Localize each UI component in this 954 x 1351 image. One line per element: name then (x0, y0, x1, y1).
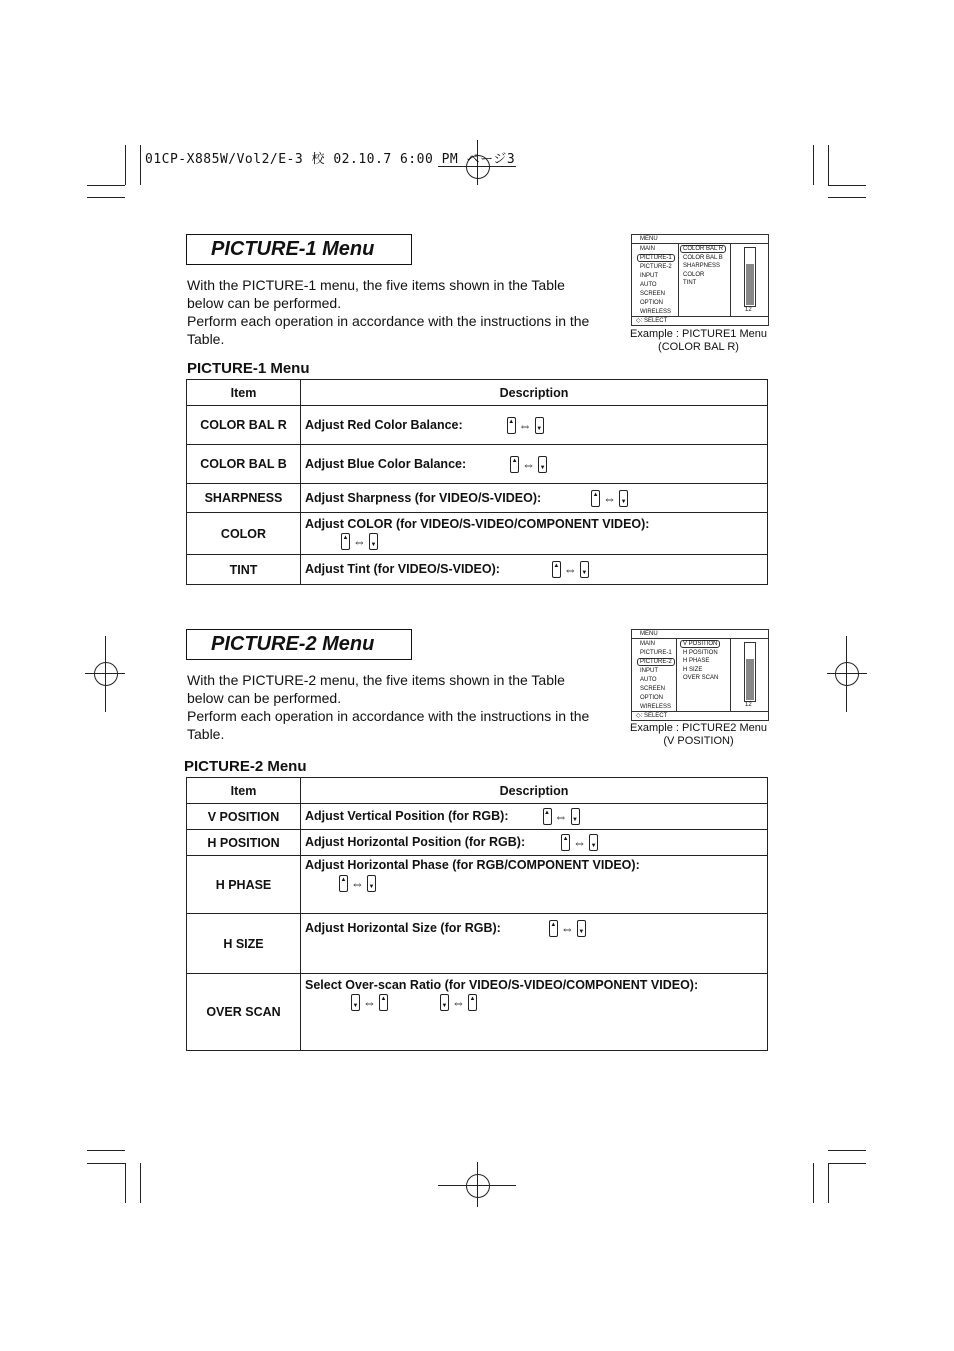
up-key-icon: ▲ (552, 561, 561, 578)
row-desc-text: Adjust Horizontal Phase (for RGB/COMPONENT VIDEO): (305, 858, 640, 872)
level-value: 12 (745, 307, 752, 313)
intro-line: below can be performed. (187, 295, 342, 311)
double-arrow-icon: ⇔ (351, 876, 364, 891)
screen-sub-item: TINT (683, 280, 697, 286)
picture2-title: PICTURE-2 Menu (186, 629, 412, 660)
row-item: COLOR BAL B (187, 445, 301, 484)
up-key-icon: ▲ (339, 875, 348, 892)
crop-mark (828, 197, 866, 198)
down-key-icon: ▼ (535, 417, 544, 434)
key-pair (351, 994, 388, 1011)
table-row (187, 484, 768, 513)
table-row (187, 830, 768, 856)
crop-mark (140, 145, 141, 185)
picture2-caption (626, 722, 771, 748)
table-header-row (187, 778, 768, 804)
up-key-icon: ▲ (510, 456, 519, 473)
down-key-icon: ▼ (351, 994, 360, 1011)
down-key-icon: ▼ (440, 994, 449, 1011)
crop-mark (87, 1163, 125, 1164)
screen-menu-item: PICTURE-2 (640, 264, 672, 270)
screen-footer-label: : SELECT (640, 318, 668, 324)
screen-menu-list (640, 245, 675, 317)
row-item: SHARPNESS (187, 484, 301, 513)
row-item: OVER SCAN (187, 974, 301, 1051)
picture2-table (186, 777, 768, 1051)
double-arrow-icon: ⇔ (522, 456, 536, 472)
down-key-icon: ▼ (369, 533, 378, 550)
row-desc-text: Adjust Red Color Balance: (305, 417, 463, 432)
caption-line: (COLOR BAL R) (658, 341, 739, 353)
down-key-icon: ▼ (367, 875, 376, 892)
screen-menu-item: WIRELESS (640, 309, 672, 315)
key-pair (440, 994, 477, 1011)
up-key-icon: ▲ (379, 994, 388, 1011)
key-pair (591, 490, 628, 507)
screen-divider (676, 638, 677, 712)
row-item: H PHASE (187, 856, 301, 914)
key-pair (341, 533, 378, 550)
screen-footer-label: : SELECT (640, 713, 668, 719)
col-item-header: Item (187, 380, 301, 406)
row-item: COLOR (187, 513, 301, 555)
key-pair (507, 417, 544, 434)
registration-mark (835, 662, 859, 686)
up-key-icon: ▲ (591, 490, 600, 507)
picture2-screen-example (631, 629, 769, 721)
key-pair (510, 456, 547, 473)
table-row (187, 974, 768, 1051)
key-pair (543, 808, 580, 825)
picture1-screen-example (631, 234, 769, 326)
row-item: COLOR BAL R (187, 406, 301, 445)
intro-line: With the PICTURE-1 menu, the five items shown in the Table (187, 277, 565, 293)
down-key-icon: ▼ (589, 834, 598, 851)
registration-mark-line (827, 673, 867, 674)
select-icon: ◇ (636, 318, 641, 324)
row-desc (301, 830, 768, 856)
table-row (187, 856, 768, 914)
row-item: H POSITION (187, 830, 301, 856)
picture2-intro (187, 671, 607, 743)
row-desc-text: Adjust Horizontal Size (for RGB): (305, 920, 501, 935)
col-desc-header: Description (301, 778, 768, 804)
registration-mark-line (105, 636, 106, 712)
crop-mark (140, 1163, 141, 1203)
crop-mark (828, 1163, 866, 1164)
screen-sub-item-selected: V POSITION (680, 640, 720, 648)
level-value: 12 (745, 702, 752, 708)
screen-sub-list (683, 640, 720, 683)
table-row (187, 513, 768, 555)
screen-divider (678, 243, 679, 317)
row-desc (301, 484, 768, 513)
crop-mark (828, 185, 866, 186)
double-arrow-icon: ⇔ (560, 921, 574, 936)
screen-footer (632, 316, 768, 325)
picture1-table (186, 379, 768, 585)
caption-line: Example : PICTURE2 Menu (630, 722, 767, 734)
row-desc (301, 555, 768, 585)
table-row (187, 555, 768, 585)
level-bar (744, 642, 756, 702)
down-key-icon: ▼ (538, 456, 547, 473)
key-pair (339, 875, 376, 892)
double-arrow-icon: ⇔ (603, 490, 617, 506)
key-pair (561, 834, 598, 851)
crop-mark (813, 1163, 814, 1203)
row-desc-text: Adjust COLOR (for VIDEO/S-VIDEO/COMPONENT VIDEO): (305, 517, 650, 531)
picture1-caption (626, 328, 771, 354)
screen-sub-list (683, 245, 726, 288)
row-item: V POSITION (187, 804, 301, 830)
screen-menu-item: INPUT (640, 273, 658, 279)
row-desc-text: Adjust Blue Color Balance: (305, 456, 467, 471)
caption-line: Example : PICTURE1 Menu (630, 328, 767, 340)
intro-line: below can be performed. (187, 690, 342, 706)
row-desc (301, 406, 768, 445)
screen-menu-item: WIRELESS (640, 704, 672, 710)
col-desc-header: Description (301, 380, 768, 406)
select-icon: ◇ (636, 713, 641, 719)
crop-mark (125, 145, 126, 185)
screen-menu-item: MAIN (640, 641, 655, 647)
crop-mark (87, 185, 125, 186)
level-bar-fill (746, 659, 754, 700)
double-arrow-icon: ⇔ (363, 995, 376, 1010)
row-desc-text: Adjust Tint (for VIDEO/S-VIDEO): (305, 561, 500, 576)
picture1-title: PICTURE-1 Menu (186, 234, 412, 265)
row-desc-text: Adjust Sharpness (for VIDEO/S-VIDEO): (305, 490, 542, 505)
row-desc (301, 513, 768, 555)
crop-mark (828, 1150, 866, 1151)
picture2-table-title: PICTURE-2 Menu (184, 758, 307, 775)
table-row (187, 445, 768, 484)
crop-mark (87, 1150, 125, 1151)
registration-mark (466, 1174, 490, 1198)
screen-sub-item: SHARPNESS (683, 263, 721, 269)
row-item: TINT (187, 555, 301, 585)
intro-line: Perform each operation in accordance with the instructions in the (187, 313, 590, 329)
double-arrow-icon: ⇔ (563, 562, 577, 577)
down-key-icon: ▼ (577, 920, 586, 937)
screen-menu-item: OPTION (640, 695, 664, 701)
screen-menu-list (640, 640, 675, 712)
screen-menu-item-selected: PICTURE-2 (637, 658, 675, 666)
up-key-icon: ▲ (543, 808, 552, 825)
crop-mark (125, 1163, 126, 1203)
screen-sub-item-selected: COLOR BAL R (680, 245, 726, 253)
intro-line: Table. (187, 331, 225, 347)
screen-header: MENU (632, 235, 768, 244)
intro-line: With the PICTURE-2 menu, the five items shown in the Table (187, 672, 565, 688)
table-row (187, 804, 768, 830)
row-desc (301, 445, 768, 484)
screen-sub-item: H SIZE (683, 666, 703, 673)
caption-line: (V POSITION) (663, 735, 734, 747)
down-key-icon: ▼ (571, 808, 580, 825)
double-arrow-icon: ⇔ (353, 534, 366, 549)
double-arrow-icon: ⇔ (518, 417, 532, 433)
screen-menu-item: OPTION (640, 300, 664, 306)
row-desc (301, 914, 768, 974)
level-bar-fill (746, 264, 754, 305)
down-key-icon: ▼ (619, 490, 628, 507)
screen-menu-item: AUTO (640, 677, 657, 683)
screen-menu-item: SCREEN (640, 291, 666, 297)
picture1-table-title: PICTURE-1 Menu (187, 360, 310, 377)
registration-mark (94, 662, 118, 686)
crop-mark (87, 197, 125, 198)
picture1-intro (187, 276, 607, 348)
screen-menu-item: AUTO (640, 282, 657, 288)
screen-sub-item: COLOR BAL B (683, 254, 723, 261)
row-desc (301, 856, 768, 914)
up-key-icon: ▲ (507, 417, 516, 434)
double-arrow-icon: ⇔ (452, 995, 465, 1010)
intro-line: Perform each operation in accordance with the instructions in the (187, 708, 590, 724)
up-key-icon: ▲ (561, 834, 570, 851)
registration-mark-line (846, 636, 847, 712)
up-key-icon: ▲ (549, 920, 558, 937)
table-row (187, 914, 768, 974)
col-item-header: Item (187, 778, 301, 804)
double-arrow-icon: ⇔ (554, 809, 568, 824)
row-desc (301, 974, 768, 1051)
up-key-icon: ▲ (468, 994, 477, 1011)
row-desc-text: Adjust Horizontal Position (for RGB): (305, 834, 526, 849)
row-desc-text: Select Over-scan Ratio (for VIDEO/S-VIDEO/COMPONENT VIDEO): (305, 978, 699, 992)
screen-sub-item: OVER SCAN (683, 675, 719, 681)
row-desc-text: Adjust Vertical Position (for RGB): (305, 808, 509, 823)
screen-header: MENU (632, 630, 768, 639)
table-row (187, 406, 768, 445)
screen-menu-item: SCREEN (640, 686, 666, 692)
level-bar (744, 247, 756, 307)
screen-menu-item-selected: PICTURE-1 (637, 254, 675, 262)
double-arrow-icon: ⇔ (573, 835, 587, 850)
key-pair (552, 561, 589, 578)
row-item: H SIZE (187, 914, 301, 974)
crop-mark (828, 1163, 829, 1203)
up-key-icon: ▲ (341, 533, 350, 550)
print-header: 01CP-X885W/Vol2/E-3 校 02.10.7 6:00 PM ページ3 (145, 152, 516, 167)
screen-footer (632, 711, 768, 720)
screen-menu-item: PICTURE-1 (640, 650, 672, 656)
crop-mark (828, 145, 829, 185)
intro-line: Table. (187, 726, 225, 742)
screen-sub-item: H POSITION (683, 649, 718, 656)
registration-mark-line (477, 1162, 478, 1207)
screen-menu-item: MAIN (640, 246, 655, 252)
screen-divider (730, 243, 731, 317)
screen-divider (730, 638, 731, 712)
screen-sub-item: COLOR (683, 271, 705, 278)
key-pair (549, 920, 586, 937)
crop-mark (813, 145, 814, 185)
screen-menu-item: INPUT (640, 668, 658, 674)
table-header-row (187, 380, 768, 406)
down-key-icon: ▼ (580, 561, 589, 578)
screen-sub-item: H PHASE (683, 658, 710, 664)
row-desc (301, 804, 768, 830)
